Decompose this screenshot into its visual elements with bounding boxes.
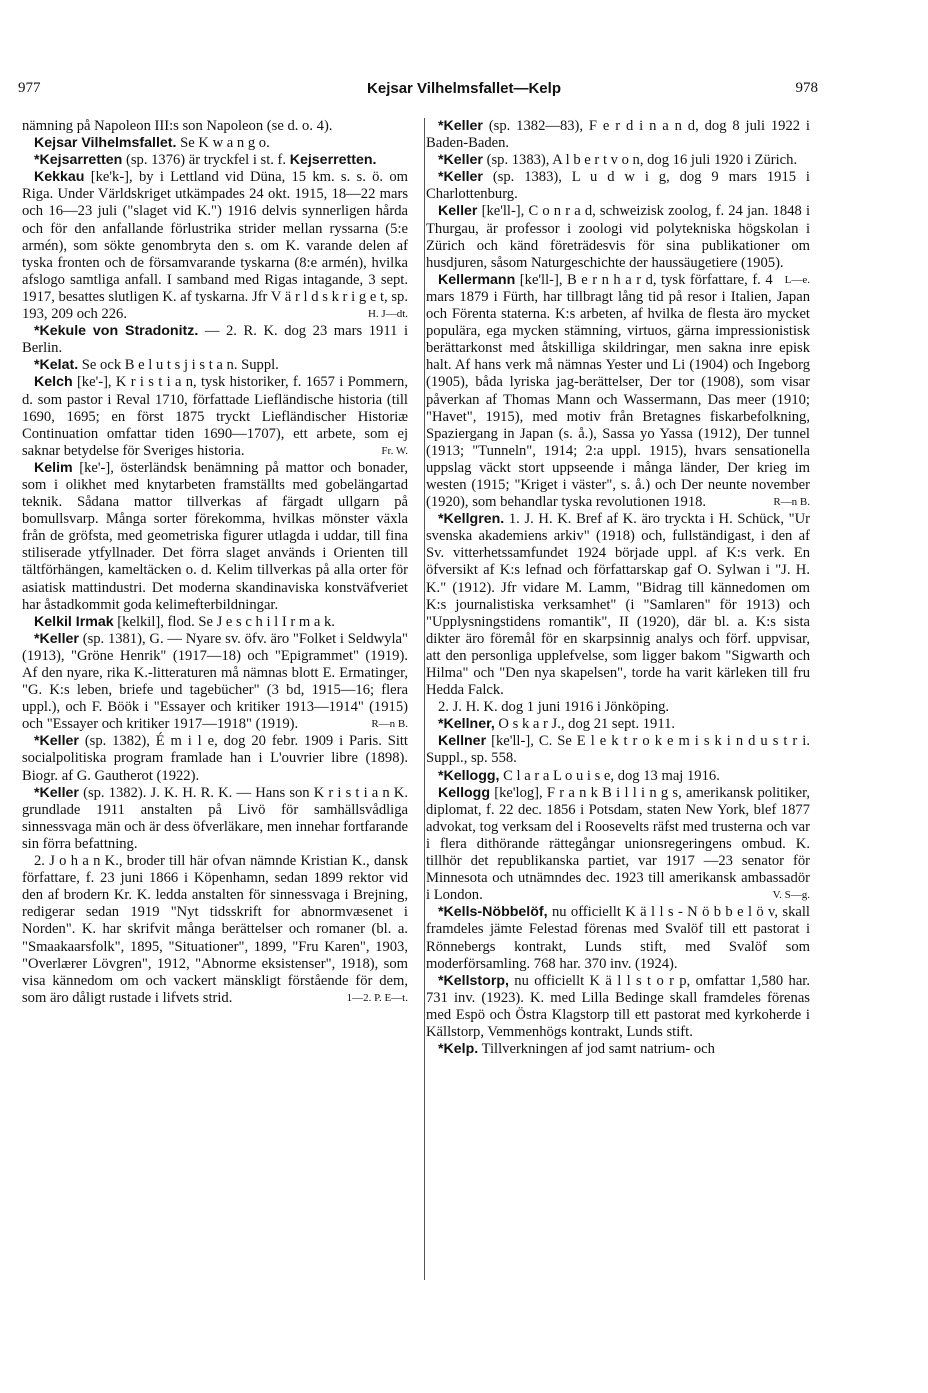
entry (426, 733, 810, 767)
running-title: Kejsar Vilhelmsfallet—Kelp (367, 80, 561, 97)
entry-text: [ke'k-], by i Lettland vid Düna, 15 km. s. s. ö. om Riga. Under Världskriget utkämpades 24 okt. 1915, 18—22 mars och 16—23 juli ("slaget vid K.") 1916 delvis synnerligen hårda och för den anfallande förlustrika strider mellan ryssarna (5:e armén), som sökte genombryta den s. om K. varande delen af tyska fronten och de församvarande tyskarna (8:e armén), hvilka afslogo samtliga anfall. I samband med Rigas intagande, 3 sept. 1917, besattes slutligen K. af tyskarna. Jfr V ä r l d s k r i g e t, sp. 193, 209 och 226. (22, 169, 408, 323)
right-page-number: 978 (795, 80, 818, 96)
entry-headword: *Kellogg, (438, 767, 500, 784)
entry-headword: *Kekule von Stradonitz. (34, 323, 199, 340)
entry (22, 785, 408, 853)
entry-text: Se K w a n g o. (176, 135, 270, 152)
entry-headword: *Kelp. (438, 1041, 479, 1058)
entry (426, 785, 810, 905)
author-signature: Fr. W. (381, 444, 408, 457)
entry-headword: *Kellner, (438, 716, 495, 733)
entry-headword: *Keller (34, 733, 79, 750)
entry-text: C l a r a L o u i s e, dog 13 maj 1916. (499, 767, 720, 784)
entry-text: [ke'll-], C. Se E l e k t r o k e m i s k i n d u s t r i. Suppl., sp. 558. (426, 733, 810, 767)
entry-headword: Kejsar Vilhelmsfallet. (34, 135, 177, 152)
entry-headword: Kellermann (438, 271, 516, 288)
entry (22, 152, 408, 169)
entry-text: 2. J. H. K. dog 1 juni 1916 i Jönköping. (438, 699, 670, 716)
entry-text: — 2. R. K. dog 23 mars 1911 i Berlin. (22, 323, 408, 357)
entry (22, 614, 408, 631)
entry (22, 357, 408, 374)
entry (426, 768, 810, 785)
entry-text: Se ock B e l u t s j i s t a n. Suppl. (78, 357, 279, 374)
entry-text: nu officiellt K ä l l s - N ö b b e l ö v, skall framdeles jämte Felestad förenas med Svalöf till ett pastorat i Rönnebergs kontrakt, Lunds stift, med Svalöf som moderförsamling. 768 har. 370 inv. (1924). (426, 904, 810, 972)
author-signature: 1—2. P. E—t. (346, 991, 408, 1004)
entry-text: 1. J. H. K. Bref af K. äro tryckta i H. Schück, "Ur svenska akademiens arkiv" (1918) och, fullständigast, i den af Sv. vitterhetssamfundet 1924 började uppl. af K:s verk. En öfversikt af K:s lefnad och författarskap gaf O. Sylwan i "J. H. K." (1912). Jfr vidare M. Lamm, "Bidrag till kännedomen om K:s journalistiska verksamhet" (i "Samlaren" för 1913) och "Upplysningstidens romantik", II (1920), där bl. a. K:s sista dikter äro föremål för en skarpsinnig analys och förf. uppvisar, att den personliga upplefvelse, som ligger bakom "Sigwarth och Hilma" och "Den nya skapelsen", torde ha varit kärleken till fru Hedda Falck. (426, 511, 810, 699)
entry (426, 169, 810, 203)
entry-headword: Kellogg (438, 784, 491, 801)
author-signature: R—n B. (773, 496, 810, 509)
entry-headword: *Keller (34, 784, 79, 801)
left-page-number: 977 (18, 80, 41, 96)
author-signature: H. J—dt. (367, 308, 408, 321)
entry (426, 511, 810, 699)
entry-headword: *Kejsarretten (34, 152, 123, 169)
entry-text: O s k a r J., dog 21 sept. 1911. (494, 716, 676, 733)
entry (426, 699, 810, 716)
right-column (424, 118, 810, 1058)
entry (22, 733, 408, 784)
entry-text: [ke'log], F r a n k B i l l i n g s, amerikansk politiker, diplomat, f. 22 dec. 1856 i Potsdam, staten New York, blef 1877 advokat, tog verksam del i Roosevelts räfst med trusterna och var i flera dithörande rättegångar unionsregeringens ombud. K. tillhör det republikanska partiet, var 1917 —23 senator för Minnesota och utnämndes dec. 1923 till amerikansk ambassadör i London. (426, 784, 810, 904)
entry-headword: *Keller (438, 118, 483, 134)
author-signature: R—n B. (371, 718, 408, 731)
entry-text: (sp. 1382—83), F e r d i n a n d, dog 8 juli 1922 i Baden-Baden. (426, 118, 810, 152)
entry-headword: Keller (438, 203, 478, 220)
author-signature: V. S—g. (772, 889, 810, 902)
entry-text: [ke'-], österländsk benämning på mattor och bonader, som i olikhet med knytarbeten framställts med gobelängartad teknik. Sådana mattor tillverkas af färgadt ullgarn på bomullsvarp. Många sorter förekomma, hvilkas mönster växla från de gröfsta, med geometriska figurer utlagda i uddar, till fina stiliserade ytfyllnader. Det förra slaget används i Orienten till tältförhängen, kameltäcken o. d. Kelim tillverkas på alla orter för asiatisk mattindustri. Det moderna skandinaviska konstväfveriet har åstadkommit goda kelimefterbildningar. (22, 459, 408, 613)
entry-text: (sp. 1376) är tryckfel i st. f. (122, 152, 290, 169)
entry-text: [ke'll-], C o n r a d, schweizisk zoolog, f. 24 jan. 1848 i Thurgau, är professor i zoologi vid polytekniska högskolan i Zürich och känd företrädesvis för sina publikationer om husdjuren, såsom Naturgeschichte der haussäugetiere (1905). (426, 203, 810, 271)
entry-text: 2. J o h a n K., broder till här ofvan nämnde Kristian K., dansk författare, f. 23 juni 1866 i Köpenhamn, sedan 1899 rektor vid den af brodern Kr. K. ledda anstalten för sinnessvaga i Brejning, redigerar sedan 1919 "Nyt tidsskrift for abnormvæsenet i Norden". K. har skrifvit många berättelser och romaner (bl. a. "Smaakaarsfolk", 1895, "Situationer", 1899, "Fru Karen", 1903, "Overlærer Lövgren", 1912, "Abnorme eksistenser", 1918), som visa kännedom om och vackert mänskligt förstående för dem, som äro dåligt rustade i lifvets strid. (22, 853, 408, 1006)
entry-text: nämning på Napoleon III:s son Napoleon (se d. o. 4). (22, 118, 333, 134)
entry-text: (sp. 1382). J. K. H. R. K. — Hans son K r i s t i a n K. grundlade 1911 anstalten på Livö för samhällsvådliga sinnessvaga män och är dess öfverläkare, men innehar fortfarande sin förra befattning. (22, 784, 408, 852)
entry-headword: *Kellgren. (438, 511, 505, 528)
entry-headword: *Kellstorp, (438, 972, 509, 989)
entry-text: nu officiellt K ä l l s t o r p, omfattar 1,580 har. 731 inv. (1923). K. med Lilla Bedinge skall framdeles förenas med Espö och Östra Klagstorp till ett pastorat med kyrkoherde i Källstorp, Vemmenhögs kontrakt, Lunds stift. (426, 972, 810, 1040)
entry-text: [kelkil], flod. Se J e s c h i l I r m a k. (113, 613, 335, 630)
entry-text: [ke'll-], B e r n h a r d, tysk författare, f. 4 mars 1879 i Fürth, har tillbragt lång tid på resor i Italien, Japan och Förenta staterna. K:s arbeten, af hvilka de flesta äro mycket populära, ega mycken stämning, virtuos, gärna impressionistisk berättarkonst med åtskilliga skildringar, men sakna inre episk halt. Af hans verk må nämnas Yester und Li (1904) och Ingeborg (1905), båda lyriska jag-berättelser, Der tor (1908), som visar påverkan af Thomas Mann och Wassermann, Das meer (1910; "Havet", 1915), med motiv från Bretagnes fiskarbefolkning, Spaziergang in Japan (s. å.), Sassa yo Yassa (1912), Der tunnel (1913; "Tunneln", 1914; 2:a uppl. 1915), hvars sensationella uppslag väckt stort uppseende i många länder, Der krieg im westen (1915; "Kriget i väster", s. å.) och Der neunte november (1920), som behandlar tyska revolutionen 1918. (426, 271, 810, 511)
entry (22, 460, 408, 614)
entry-text: (sp. 1381), G. — Nyare sv. öfv. äro "Folket i Seldwyla" (1913), "Gröne Henrik" (1917—18) och "Epigrammet" (1919). Af den nyare, rika K.-litteraturen må nämnas blott E. Ermatinger, "G. K:s leben, briefe und tagebücher" (3 bd, 1915—16; flera uppl.), och F. Böök i "Essayer och kritiker 1913—1914" (1915) och "Essayer och kritiker 1917—1918" (1919). (22, 630, 408, 733)
entry-headword: *Keller (34, 630, 79, 647)
left-column (22, 118, 408, 1007)
entry (22, 118, 408, 135)
entry-headword: Kelch (34, 374, 73, 391)
entry (426, 904, 810, 972)
entry-headword: *Keller (438, 152, 483, 169)
entry (426, 152, 810, 169)
entry-headword: Kelim (34, 459, 73, 476)
entry-headword: Kekkau (34, 169, 85, 186)
entry-text: (sp. 1383), A l b e r t v o n, dog 16 juli 1920 i Zürich. (482, 152, 798, 169)
entry-headword: Kejserretten. (289, 152, 377, 169)
entry-headword: Kelkil Irmak (34, 613, 114, 630)
entry (426, 1041, 810, 1058)
entry (426, 272, 810, 511)
entry-text: [ke'-], K r i s t i a n, tysk historiker, f. 1657 i Pommern, d. som pastor i Reval 1710, författade Liefländische historia (till 1690, 1695; en först 1875 tryckt Liefländischer Historiæ Continuation omfattar tiden 1690—1707), ett arbete, som ej saknar betydelse för Sveriges historia. (22, 374, 408, 459)
entry (22, 323, 408, 357)
entry (22, 135, 408, 152)
entry (426, 973, 810, 1041)
entry-text: Tillverkningen af jod samt natrium- och (478, 1041, 715, 1058)
entry-headword: Kellner (438, 733, 487, 750)
entry (22, 631, 408, 734)
author-signature: L—e. (784, 273, 810, 286)
entry-headword: *Keller (438, 169, 483, 186)
entry (22, 853, 408, 1007)
entry (426, 716, 810, 733)
entry (22, 169, 408, 323)
entry (426, 118, 810, 152)
entry-text: (sp. 1383), L u d w i g, dog 9 mars 1915 i Charlottenburg. (426, 169, 810, 203)
entry-headword: *Kelat. (34, 357, 79, 374)
entry-text: (sp. 1382), É m i l e, dog 20 febr. 1909 i Paris. Sitt socialpolitiska program framlade han i L'ouvrier libre (1898). Biogr. af G. Gautherot (1922). (22, 733, 408, 784)
entry (22, 374, 408, 459)
entry-headword: *Kells-Nöbbelöf, (438, 904, 548, 921)
